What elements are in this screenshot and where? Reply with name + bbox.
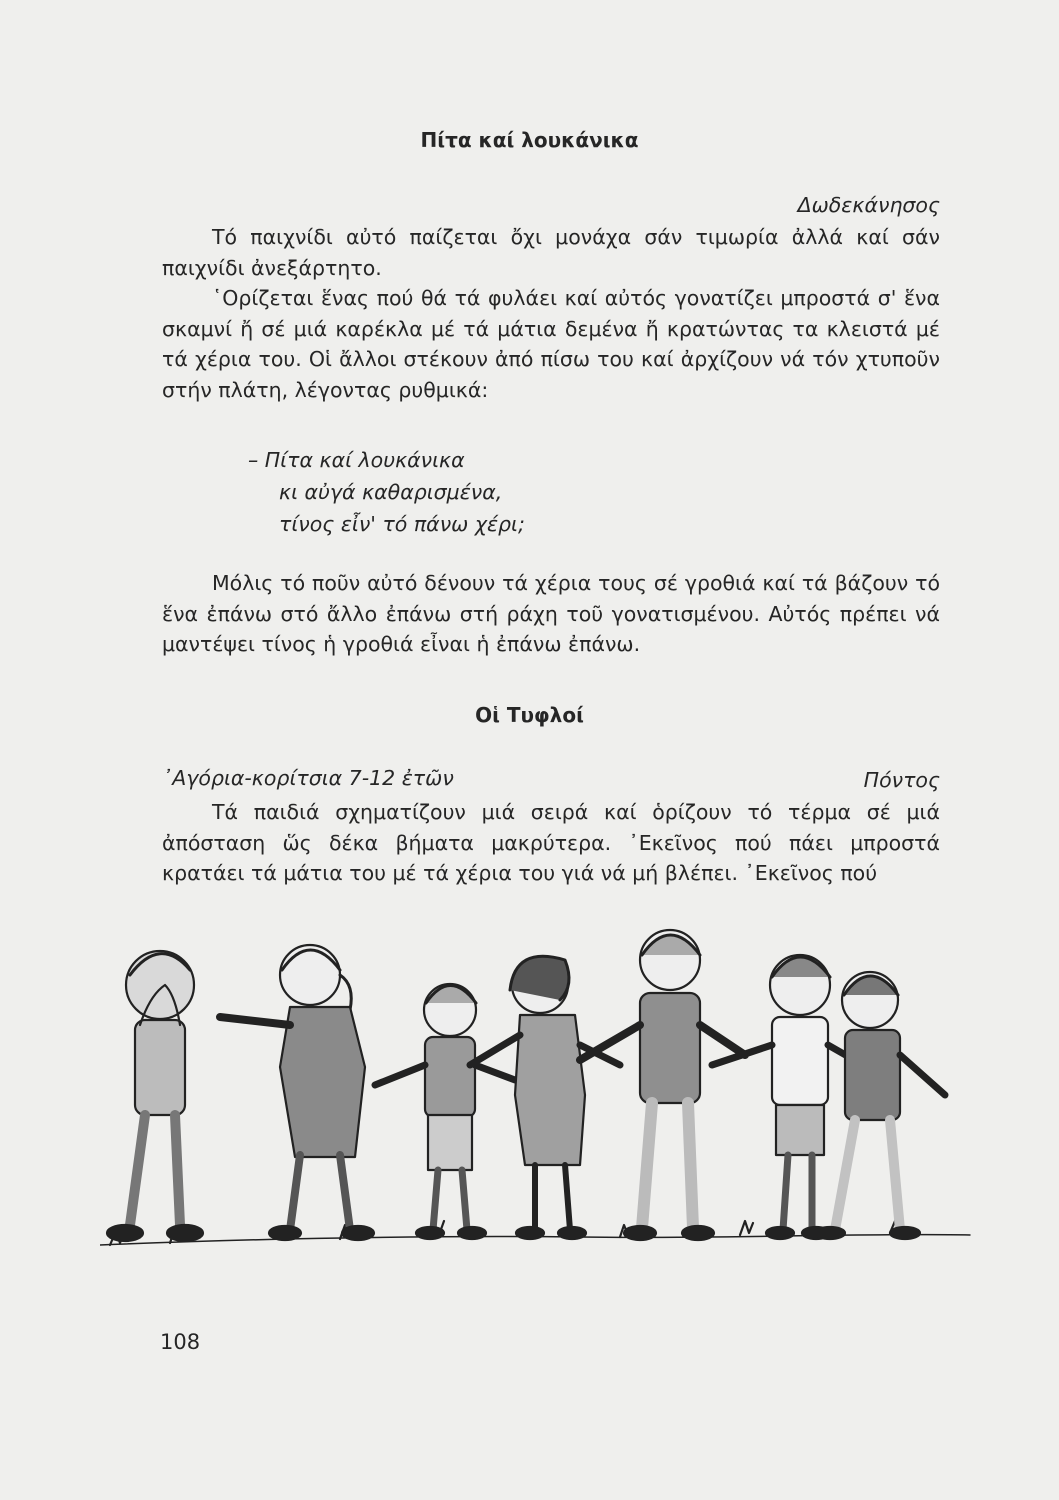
page-number: 108 bbox=[160, 1330, 201, 1354]
children-in-line-illustration bbox=[100, 915, 980, 1305]
child-figure bbox=[220, 945, 374, 1240]
child-figure bbox=[375, 984, 515, 1239]
paragraph: Τό παιχνίδι αὐτό παίζεται ὄχι μονάχα σάν τιμωρία ἀλλά καί σάν παιχνίδι ἀνεξάρτητο. bbox=[162, 225, 940, 280]
verse bbox=[248, 444, 525, 540]
section-body bbox=[162, 568, 940, 660]
paragraph: ῾Ορίζεται ἕνας πού θά τά φυλάει καί αὐτός γονατίζει μπροστά σ' ἕνα σκαμνί ἤ σέ μιά καρέκλα μέ τά μάτια δεμένα ἤ κρατώντας τα κλειστά μέ τά χέρια του. Οἱ ἄλλοι στέκουν ἀπό πίσω του καί ἀρχίζουν νά τόν χτυποῦν στήν πλάτη, λέγοντας ρυθμικά: bbox=[162, 286, 940, 402]
region-label: Δωδεκάνησος bbox=[797, 193, 940, 217]
verse-line: τίνος εἶν' τό πάνω χέρι; bbox=[279, 512, 525, 536]
age-label: ᾿Αγόρια-κορίτσια 7-12 ἐτῶν bbox=[162, 766, 454, 790]
child-figure bbox=[580, 930, 745, 1240]
paragraph: Μόλις τό ποῦν αὐτό δένουν τά χέρια τους σέ γροθιά καί τά βάζουν τό ἕνα ἐπάνω στό ἄλλο ἐπάνω στή ράχη τοῦ γονατισμένου. Αὐτός πρέπει νά μαντέψει τίνος ἡ γροθιά εἶναι ἡ ἐπάνω ἐπάνω. bbox=[162, 571, 940, 656]
child-figure bbox=[470, 956, 620, 1239]
verse-line: κι αὐγά καθαρισμένα, bbox=[279, 480, 503, 504]
section-title: Οἱ Τυφλοί bbox=[475, 703, 584, 727]
verse-line: – Πίτα καί λουκάνικα bbox=[248, 448, 465, 472]
child-figure bbox=[815, 972, 945, 1239]
child-figure bbox=[107, 951, 203, 1241]
section-title: Πίτα καί λουκάνικα bbox=[420, 128, 639, 152]
section-body bbox=[162, 797, 940, 889]
paragraph: Τά παιδιά σχηματίζουν μιά σειρά καί ὁρίζουν τό τέρμα σέ μιά ἀπόσταση ὥς δέκα βήματα μακρύτερα. ᾿Εκεῖνος πού πάει μπροστά κρατάει τά μάτια του μέ τά χέρια του γιά νά μή βλέπει. ᾿Εκεῖνος πού bbox=[162, 800, 940, 885]
region-label: Πόντος bbox=[863, 768, 940, 792]
section-body bbox=[162, 222, 940, 405]
